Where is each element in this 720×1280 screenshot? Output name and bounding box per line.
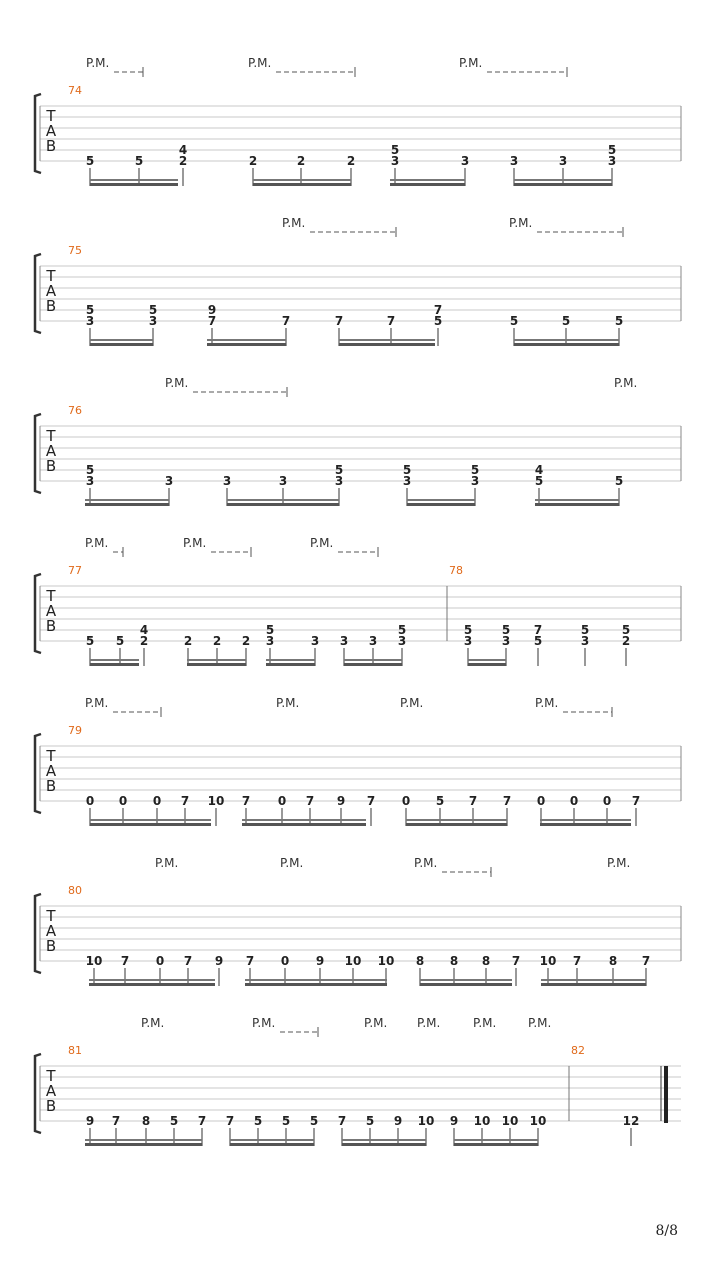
beam: [207, 339, 286, 341]
fret-number: 5: [607, 143, 617, 157]
beam: [89, 983, 215, 986]
beam: [266, 663, 315, 666]
palm-mute-label: P.M.: [183, 536, 207, 550]
fret-number: 8: [481, 954, 491, 968]
fret-number: 10: [207, 794, 225, 808]
measure-number: 82: [571, 1044, 585, 1057]
fret-number: 3: [278, 474, 288, 488]
palm-mute-label: P.M.: [310, 536, 334, 550]
fret-number: 3: [607, 154, 617, 168]
fret-number: 4: [178, 143, 188, 157]
fret-number: 10: [377, 954, 395, 968]
tab-letter: T: [46, 427, 56, 445]
fret-number: 7: [183, 954, 193, 968]
fret-number: 0: [280, 954, 290, 968]
fret-number: 10: [473, 1114, 491, 1128]
beam: [344, 659, 402, 661]
palm-mute-label: P.M.: [614, 376, 638, 390]
tab-letter: T: [46, 267, 56, 285]
fret-number: 7: [533, 623, 543, 637]
palm-mute-label: P.M.: [85, 696, 109, 710]
fret-number: 5: [281, 1114, 291, 1128]
fret-number: 7: [468, 794, 478, 808]
tab-letter: B: [45, 1097, 57, 1115]
fret-number: 0: [85, 794, 95, 808]
beam: [266, 659, 315, 661]
palm-mute-label: P.M.: [141, 1016, 165, 1030]
tab-letter: B: [45, 777, 57, 795]
fret-number: 7: [180, 794, 190, 808]
fret-number: 7: [241, 794, 251, 808]
beam: [339, 343, 435, 346]
beam: [85, 1139, 202, 1141]
fret-number: 7: [366, 794, 376, 808]
fret-number: 5: [614, 314, 624, 328]
fret-number: 7: [502, 794, 512, 808]
tab-letter: T: [46, 907, 56, 925]
fret-number: 5: [614, 474, 624, 488]
palm-mute-label: P.M.: [400, 696, 424, 710]
fret-number: 7: [641, 954, 651, 968]
palm-mute-label: P.M.: [417, 1016, 441, 1030]
palm-mute-label: P.M.: [86, 56, 110, 70]
beam: [514, 343, 619, 346]
fret-number: 3: [558, 154, 568, 168]
beam: [85, 503, 169, 506]
fret-number: 4: [534, 463, 544, 477]
fret-number: 8: [415, 954, 425, 968]
tab-system-1: [35, 56, 681, 186]
fret-number: 3: [460, 154, 470, 168]
beam: [90, 183, 178, 186]
beam: [85, 499, 169, 501]
fret-number: 0: [277, 794, 287, 808]
fret-number: 5: [509, 314, 519, 328]
measure-number: 77: [68, 564, 82, 577]
beam: [207, 343, 286, 346]
palm-mute-label: P.M.: [155, 856, 179, 870]
beam: [187, 659, 246, 661]
fret-number: 2: [346, 154, 356, 168]
fret-number: 0: [536, 794, 546, 808]
beam: [468, 659, 506, 661]
fret-number: 5: [85, 634, 95, 648]
beam: [342, 1139, 426, 1141]
beam: [242, 819, 366, 821]
beam: [90, 339, 153, 341]
tab-system-2: [35, 216, 681, 346]
beam: [245, 979, 387, 981]
fret-number: 5: [561, 314, 571, 328]
beam: [420, 983, 512, 986]
fret-number: 2: [248, 154, 258, 168]
beam: [245, 983, 387, 986]
fret-number: 5: [397, 623, 407, 637]
fret-number: 3: [509, 154, 519, 168]
beam: [90, 179, 178, 181]
beam: [420, 979, 512, 981]
tab-letter: B: [45, 137, 57, 155]
fret-number: 3: [470, 474, 480, 488]
tab-letter: T: [46, 747, 56, 765]
fret-number: 2: [183, 634, 193, 648]
tab-system-4: [35, 536, 681, 666]
fret-number: 5: [390, 143, 400, 157]
palm-mute-label: P.M.: [607, 856, 631, 870]
fret-number: 7: [631, 794, 641, 808]
tab-letter: T: [46, 587, 56, 605]
palm-mute-label: P.M.: [528, 1016, 552, 1030]
fret-number: 5: [463, 623, 473, 637]
fret-number: 5: [169, 1114, 179, 1128]
fret-number: 5: [265, 623, 275, 637]
fret-number: 3: [390, 154, 400, 168]
fret-number: 10: [85, 954, 103, 968]
tab-letter: B: [45, 297, 57, 315]
fret-number: 9: [214, 954, 224, 968]
beam: [454, 1139, 538, 1141]
fret-number: 7: [386, 314, 396, 328]
beam: [540, 819, 631, 821]
fret-number: 5: [85, 154, 95, 168]
fret-number: 7: [197, 1114, 207, 1128]
beam: [227, 499, 339, 501]
fret-number: 2: [212, 634, 222, 648]
fret-number: 7: [511, 954, 521, 968]
fret-number: 7: [337, 1114, 347, 1128]
beam: [407, 499, 475, 501]
fret-number: 2: [296, 154, 306, 168]
beam: [540, 823, 631, 826]
palm-mute-label: P.M.: [248, 56, 272, 70]
measure-number: 78: [449, 564, 463, 577]
beam: [253, 179, 351, 181]
beam: [90, 343, 153, 346]
beam: [253, 183, 351, 186]
palm-mute-label: P.M.: [459, 56, 483, 70]
fret-number: 7: [120, 954, 130, 968]
fret-number: 3: [501, 634, 511, 648]
fret-number: 2: [621, 634, 631, 648]
fret-number: 3: [222, 474, 232, 488]
measure-number: 81: [68, 1044, 82, 1057]
beam: [535, 503, 619, 506]
fret-number: 5: [435, 794, 445, 808]
fret-number: 4: [139, 623, 149, 637]
fret-number: 3: [463, 634, 473, 648]
beam: [242, 823, 366, 826]
fret-number: 5: [85, 303, 95, 317]
palm-mute-label: P.M.: [473, 1016, 497, 1030]
palm-mute-label: P.M.: [509, 216, 533, 230]
tab-letter: A: [45, 762, 57, 780]
palm-mute-label: P.M.: [414, 856, 438, 870]
fret-number: 3: [85, 474, 95, 488]
beam: [89, 979, 215, 981]
fret-number: 3: [397, 634, 407, 648]
beam: [85, 1143, 202, 1146]
page-indicator: 8/8: [655, 1223, 678, 1239]
fret-number: 7: [305, 794, 315, 808]
fret-number: 0: [155, 954, 165, 968]
beam: [230, 1139, 314, 1141]
fret-number: 2: [241, 634, 251, 648]
fret-number: 3: [265, 634, 275, 648]
beam: [90, 823, 211, 826]
beam: [454, 1143, 538, 1146]
fret-number: 0: [569, 794, 579, 808]
tab-system-7: [35, 1016, 681, 1146]
beam: [339, 339, 435, 341]
tab-letter: T: [46, 1067, 56, 1085]
fret-number: 3: [85, 314, 95, 328]
fret-number: 5: [470, 463, 480, 477]
fret-number: 9: [85, 1114, 95, 1128]
fret-number: 5: [501, 623, 511, 637]
beam: [344, 663, 402, 666]
fret-number: 3: [580, 634, 590, 648]
fret-number: 7: [207, 314, 217, 328]
beam: [468, 663, 506, 666]
fret-number: 5: [334, 463, 344, 477]
fret-number: 3: [339, 634, 349, 648]
fret-number: 3: [402, 474, 412, 488]
beam: [187, 663, 246, 666]
fret-number: 8: [608, 954, 618, 968]
fret-number: 10: [539, 954, 557, 968]
tab-letter: T: [46, 107, 56, 125]
beam: [535, 499, 619, 501]
fret-number: 5: [534, 474, 544, 488]
fret-number: 7: [225, 1114, 235, 1128]
measure-number: 75: [68, 244, 82, 257]
fret-number: 7: [111, 1114, 121, 1128]
beam: [406, 819, 507, 821]
measure-number: 74: [68, 84, 82, 97]
palm-mute-label: P.M.: [282, 216, 306, 230]
fret-number: 10: [417, 1114, 435, 1128]
fret-number: 8: [449, 954, 459, 968]
fret-number: 3: [334, 474, 344, 488]
fret-number: 10: [501, 1114, 519, 1128]
fret-number: 9: [393, 1114, 403, 1128]
beam: [407, 503, 475, 506]
fret-number: 5: [85, 463, 95, 477]
fret-number: 8: [141, 1114, 151, 1128]
tab-letter: A: [45, 1082, 57, 1100]
fret-number: 5: [580, 623, 590, 637]
palm-mute-label: P.M.: [85, 536, 109, 550]
tab-system-3: [35, 376, 681, 506]
beam: [90, 659, 139, 661]
fret-number: 10: [344, 954, 362, 968]
fret-number: 5: [309, 1114, 319, 1128]
fret-number: 9: [336, 794, 346, 808]
fret-number: 2: [178, 154, 188, 168]
fret-number: 7: [245, 954, 255, 968]
palm-mute-label: P.M.: [252, 1016, 276, 1030]
measure-number: 76: [68, 404, 82, 417]
fret-number: 5: [621, 623, 631, 637]
fret-number: 3: [368, 634, 378, 648]
beam: [514, 183, 612, 186]
measure-number: 80: [68, 884, 82, 897]
fret-number: 0: [118, 794, 128, 808]
beam: [406, 823, 507, 826]
tab-letter: B: [45, 937, 57, 955]
fret-number: 2: [139, 634, 149, 648]
fret-number: 5: [253, 1114, 263, 1128]
fret-number: 5: [402, 463, 412, 477]
measure-number: 79: [68, 724, 82, 737]
fret-number: 9: [207, 303, 217, 317]
tab-letter: A: [45, 442, 57, 460]
beam: [227, 503, 339, 506]
tab-letter: B: [45, 457, 57, 475]
beam: [390, 183, 465, 186]
palm-mute-label: P.M.: [276, 696, 300, 710]
fret-number: 0: [152, 794, 162, 808]
beam: [541, 979, 646, 981]
beam: [230, 1143, 314, 1146]
palm-mute-label: P.M.: [364, 1016, 388, 1030]
fret-number: 12: [622, 1114, 640, 1128]
tab-letter: B: [45, 617, 57, 635]
fret-number: 7: [572, 954, 582, 968]
tab-system-5: [35, 696, 681, 826]
beam: [541, 983, 646, 986]
beam: [90, 819, 211, 821]
fret-number: 3: [148, 314, 158, 328]
beam: [342, 1143, 426, 1146]
fret-number: 3: [164, 474, 174, 488]
palm-mute-label: P.M.: [535, 696, 559, 710]
fret-number: 5: [148, 303, 158, 317]
fret-number: 7: [334, 314, 344, 328]
beam: [90, 663, 139, 666]
beam: [390, 179, 465, 181]
tab-system-6: [35, 856, 681, 986]
fret-number: 7: [281, 314, 291, 328]
fret-number: 0: [602, 794, 612, 808]
fret-number: 0: [401, 794, 411, 808]
beam: [514, 179, 612, 181]
palm-mute-label: P.M.: [165, 376, 189, 390]
tab-letter: A: [45, 922, 57, 940]
fret-number: 5: [433, 314, 443, 328]
fret-number: 5: [533, 634, 543, 648]
fret-number: 5: [365, 1114, 375, 1128]
fret-number: 5: [134, 154, 144, 168]
tab-letter: A: [45, 122, 57, 140]
tab-letter: A: [45, 282, 57, 300]
fret-number: 9: [315, 954, 325, 968]
fret-number: 9: [449, 1114, 459, 1128]
fret-number: 7: [433, 303, 443, 317]
palm-mute-label: P.M.: [280, 856, 304, 870]
tab-letter: A: [45, 602, 57, 620]
beam: [514, 339, 619, 341]
fret-number: 3: [310, 634, 320, 648]
fret-number: 10: [529, 1114, 547, 1128]
fret-number: 5: [115, 634, 125, 648]
